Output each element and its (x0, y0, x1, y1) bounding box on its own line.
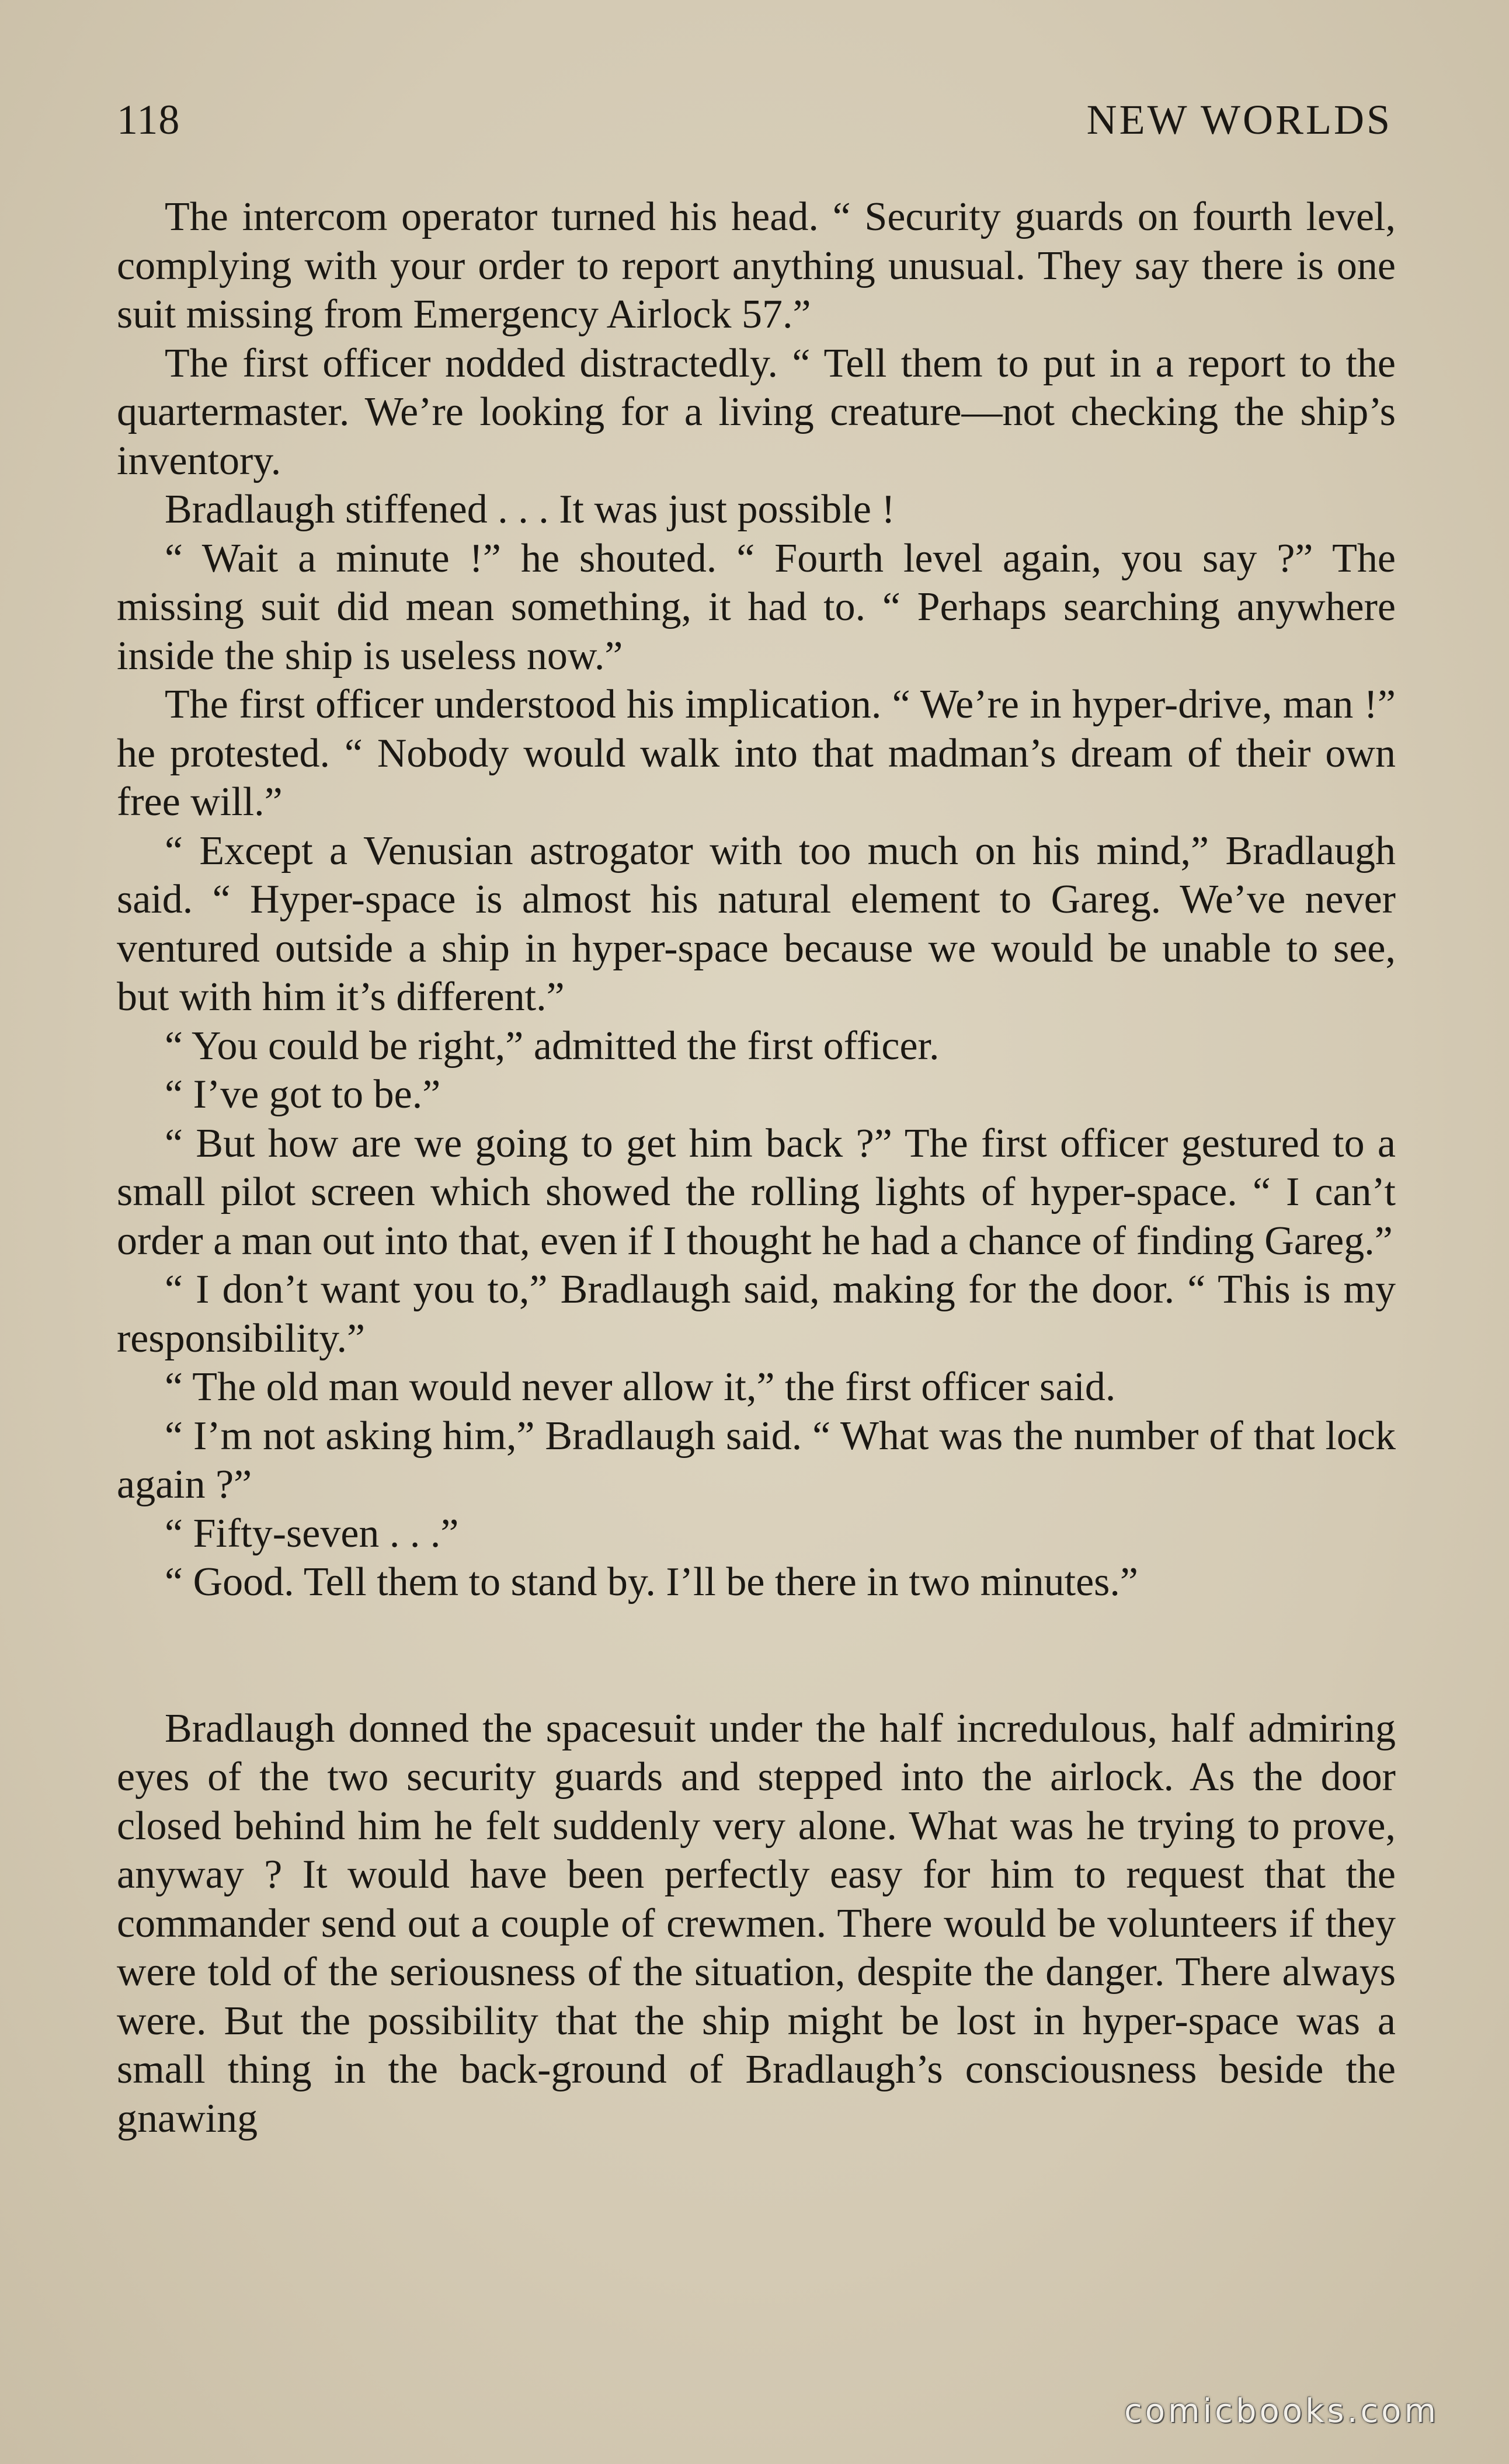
page-number: 118 (117, 96, 180, 143)
paragraph: “ Good. Tell them to stand by. I’ll be there in two minutes.” (165, 1560, 1138, 1605)
story-text (117, 193, 1396, 2143)
watermark: comicbooks.com (1124, 2392, 1439, 2430)
paragraph: “ The old man would never allow it,” the first officer said. (165, 1365, 1116, 1410)
paragraph: “ But how are we going to get him back ?” The first officer gestured to a small pilot screen which showed the rolling lights of hyper-space. “ I can’t order a man out into that, even if I thought he had a chance of finding Gareg.” (117, 1120, 1396, 1264)
paragraph: “ You could be right,” admitted the first officer. (165, 1023, 940, 1069)
page-header (117, 88, 1392, 152)
paragraph: “ I don’t want you to,” Bradlaugh said, making for the door. “ This is my responsibility.” (117, 1267, 1396, 1361)
paragraph: “ Fifty-seven . . .” (165, 1511, 459, 1556)
paragraph: “ Wait a minute !” he shouted. “ Fourth level again, you say ?” The missing suit did mean something, it had to. “ Perhaps searching anywhere inside the ship is useless now.” (117, 535, 1396, 678)
paragraph: The first officer understood his implication. “ We’re in hyper-drive, man !” he protested. “ Nobody would walk into that madman’s dream of their own free will.” (117, 682, 1396, 824)
running-head: NEW WORLDS (1086, 96, 1392, 143)
paragraph: “ I’ve got to be.” (165, 1072, 441, 1117)
paragraph: Bradlaugh donned the spacesuit under the half incredulous, half admiring eyes of the two security guards and stepped into the airlock. As the door closed behind him he felt suddenly very alone. What was he trying to prove, anyway ? It would have been perfectly easy for him to request that the commander send out a couple of crewmen. There would be volunteers if they were told of the seriousness of the situation, despite the danger. There always were. But the possibility that the ship might be lost in hyper-space was a small thing in the back-ground of Bradlaugh’s consciousness beside the gnawing (117, 1706, 1396, 2141)
paragraph: Bradlaugh stiffened . . . It was just possible ! (165, 487, 895, 532)
paragraph: “ Except a Venusian astrogator with too much on his mind,” Bradlaugh said. “ Hyper-space is almost his natural element to Gareg. We’ve never ventured outside a ship in hyper-space because we would be unable to see, but with him it’s different.” (117, 828, 1396, 1019)
paragraph: The first officer nodded distractedly. “ Tell them to put in a report to the quartermaster. We’re looking for a living creature—not checking the ship’s inventory. (117, 340, 1396, 483)
paragraph: The intercom operator turned his head. “ Security guards on fourth level, complying with your order to report anything unusual. They say there is one suit missing from Emergency Airlock 57.” (117, 194, 1396, 337)
paragraph: “ I’m not asking him,” Bradlaugh said. “ What was the number of that lock again ?” (117, 1413, 1396, 1507)
